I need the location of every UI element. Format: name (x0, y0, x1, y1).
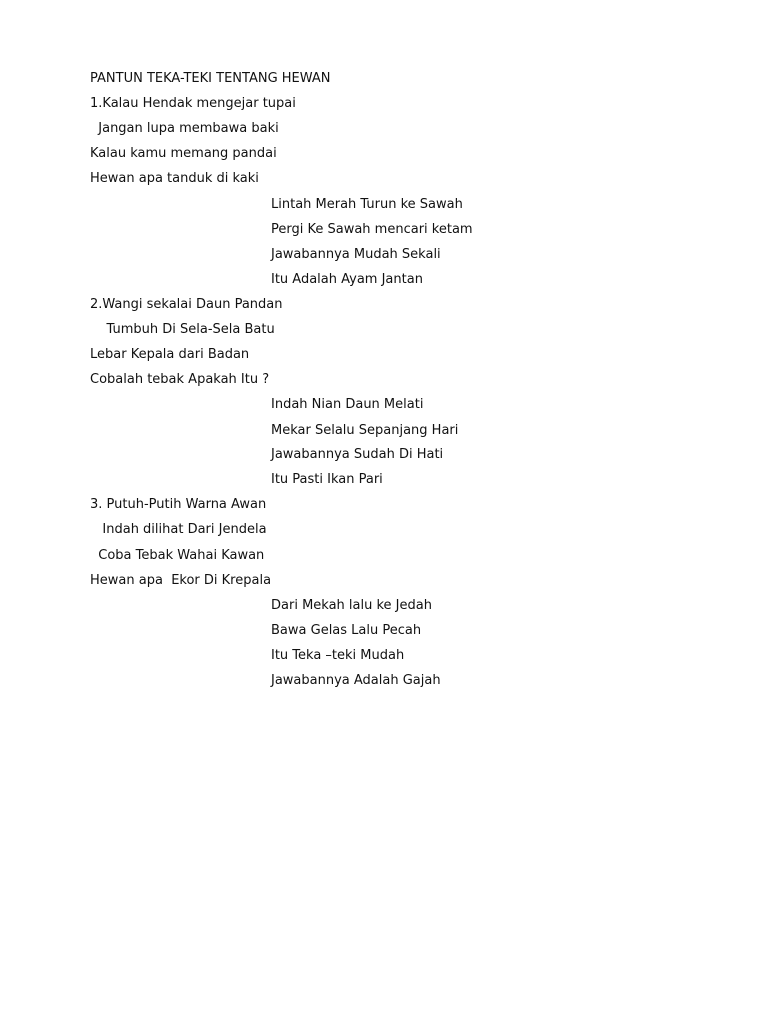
stanza-1-answer-line-3: Jawabannya Mudah Sekali (271, 247, 441, 262)
stanza-2-answer-line-3: Jawabannya Sudah Di Hati (271, 447, 444, 462)
stanza-3-riddle-line-4: Hewan apa Ekor Di Krepala (90, 573, 272, 588)
stanza-2-answer-line-4: Itu Pasti Ikan Pari (271, 472, 383, 487)
stanza-2-riddle-line-1: 2.Wangi sekalai Daun Pandan (90, 297, 283, 312)
stanza-3-answer-line-4: Jawabannya Adalah Gajah (271, 673, 441, 688)
stanza-3-riddle-line-1: 3. Putuh-Putih Warna Awan (90, 497, 267, 512)
stanza-2-answer-line-2: Mekar Selalu Sepanjang Hari (271, 423, 459, 438)
stanza-1-riddle-line-1: 1.Kalau Hendak mengejar tupai (90, 96, 296, 111)
stanza-2-riddle-line-4: Cobalah tebak Apakah Itu ? (90, 372, 270, 387)
stanza-2-riddle-line-2: Tumbuh Di Sela-Sela Batu (90, 322, 275, 337)
stanza-2-riddle-line-3: Lebar Kepala dari Badan (90, 347, 250, 362)
stanza-1-answer-line-4: Itu Adalah Ayam Jantan (271, 272, 423, 287)
stanza-1-riddle-line-4: Hewan apa tanduk di kaki (90, 171, 259, 186)
stanza-3-riddle-line-3: Coba Tebak Wahai Kawan (90, 548, 265, 563)
stanza-3-riddle-line-2: Indah dilihat Dari Jendela (90, 522, 267, 537)
stanza-1-answer-line-2: Pergi Ke Sawah mencari ketam (271, 222, 473, 237)
stanza-2-answer-line-1: Indah Nian Daun Melati (271, 397, 424, 412)
stanza-1-answer-line-1: Lintah Merah Turun ke Sawah (271, 197, 463, 212)
stanza-3-answer-line-1: Dari Mekah lalu ke Jedah (271, 598, 432, 613)
stanza-1-riddle-line-3: Kalau kamu memang pandai (90, 146, 277, 161)
document-title: PANTUN TEKA-TEKI TENTANG HEWAN (90, 71, 331, 86)
stanza-3-answer-line-3: Itu Teka –teki Mudah (271, 648, 405, 663)
stanza-1-riddle-line-2: Jangan lupa membawa baki (90, 121, 279, 136)
stanza-3-answer-line-2: Bawa Gelas Lalu Pecah (271, 623, 422, 638)
